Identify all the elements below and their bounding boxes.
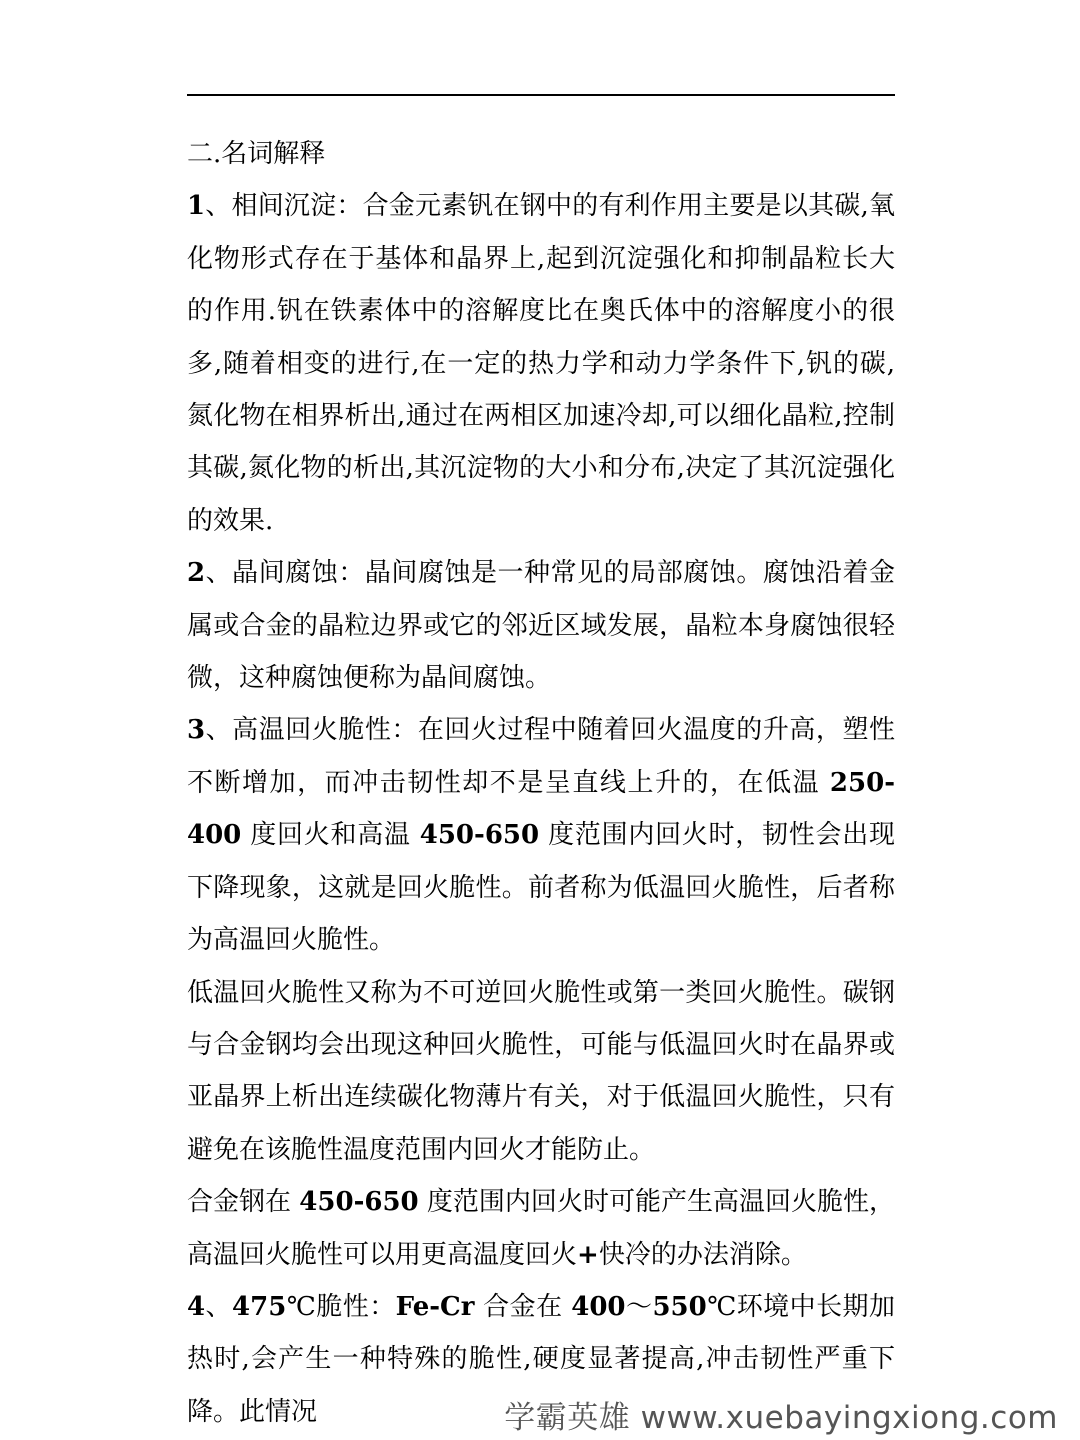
entry-number: 1: [187, 191, 206, 222]
entry-term: 高温回火脆性: [232, 715, 392, 746]
entry-1: [187, 180, 895, 547]
alloy-name: Fe-Cr: [395, 1291, 475, 1322]
entry-term: 相间沉淀: [231, 191, 337, 222]
entry-body-part: 合金在: [474, 1291, 572, 1322]
entry-3-paragraph-3: [187, 1176, 895, 1281]
entry-term-number: 475: [232, 1291, 287, 1322]
temperature-range: 250-400: [187, 767, 895, 851]
entry-term: ℃脆性: [286, 1291, 370, 1322]
entry-3-paragraph-2: [187, 967, 895, 1177]
document-body: [187, 128, 895, 1438]
separator: 、: [205, 715, 233, 746]
entry-body-part: 度范围内回火时，韧性会出现下降现象，这就是回火脆性。前者称为低温回火脆性，后者称为高温回火脆性。: [187, 820, 896, 956]
separator: 、: [205, 558, 233, 589]
temperature-high: 550: [652, 1291, 707, 1322]
plus-sign: +: [577, 1239, 599, 1270]
entry-2: [187, 547, 895, 704]
entry-number: 3: [187, 715, 206, 746]
section-title-text: 二.名词解释: [187, 139, 326, 169]
entry-body: 合金元素钒在钢中的有利作用主要是以其碳,氧化物形式存在于基体和晶界上,起到沉淀强化和抑制晶粒长大的作用.钒在铁素体中的溶解度比在奥氏体中的溶解度小的很多,随着相变的进行,在一定的热力学和动力学条件下,钒的碳,氮化物在相界析出,通过在两相区加速冷却,可以细化晶粒,控制其碳,氮化物的析出,其沉淀物的大小和分布,决定了其沉淀强化的效果.: [187, 191, 895, 536]
header-rule: [187, 94, 895, 96]
entry-body-part: ℃环境中长期加热时,会产生一种特殊的脆性,硬度显著提高,冲击韧性严重下降。此情况: [187, 1291, 895, 1427]
temperature-range: 450-650: [299, 1187, 419, 1218]
entry-body: 晶间腐蚀是一种常见的局部腐蚀。腐蚀沿着金属或合金的晶粒边界或它的邻近区域发展，晶粒本身腐蚀很轻微，这种腐蚀便称为晶间腐蚀。: [187, 558, 895, 694]
paragraph-text: 快冷的办法消除。: [598, 1239, 807, 1270]
entry-body-part: 在回火过程中随着回火温度的升高，塑性不断增加，而冲击韧性却不是呈直线上升的，在低温: [187, 715, 895, 798]
separator: 、: [205, 191, 232, 222]
colon: ：: [336, 191, 363, 222]
colon: ：: [391, 715, 418, 746]
paragraph-text: 低温回火脆性又称为不可逆回火脆性或第一类回火脆性。碳钢与合金钢均会出现这种回火脆性，可能与低温回火时在晶界或亚晶界上析出连续碳化物薄片有关，对于低温回火脆性，只有避免在该脆性温度范围内回火才能防止。: [187, 977, 895, 1165]
section-title: [187, 128, 895, 180]
temperature-range: 450-650: [419, 820, 540, 851]
separator: 、: [205, 1291, 233, 1322]
entry-term: 晶间腐蚀: [232, 558, 339, 589]
entry-number: 4: [187, 1291, 206, 1322]
entry-3: [187, 704, 895, 966]
temperature-low: 400: [571, 1291, 626, 1322]
entry-number: 2: [187, 558, 206, 589]
paragraph-text: 合金钢在: [187, 1187, 300, 1218]
site-watermark: 学霸英雄 www.xuebayingxiong.com: [504, 1400, 1058, 1436]
colon: ：: [369, 1291, 396, 1322]
entry-body-part: 度回火和高温: [241, 820, 420, 851]
paragraph-text: 度范围内回火时可能产生高温回火脆性，高温回火脆性可以用更高温度回火: [187, 1187, 896, 1270]
range-tilde: ～: [625, 1291, 653, 1322]
colon: ：: [338, 558, 365, 589]
